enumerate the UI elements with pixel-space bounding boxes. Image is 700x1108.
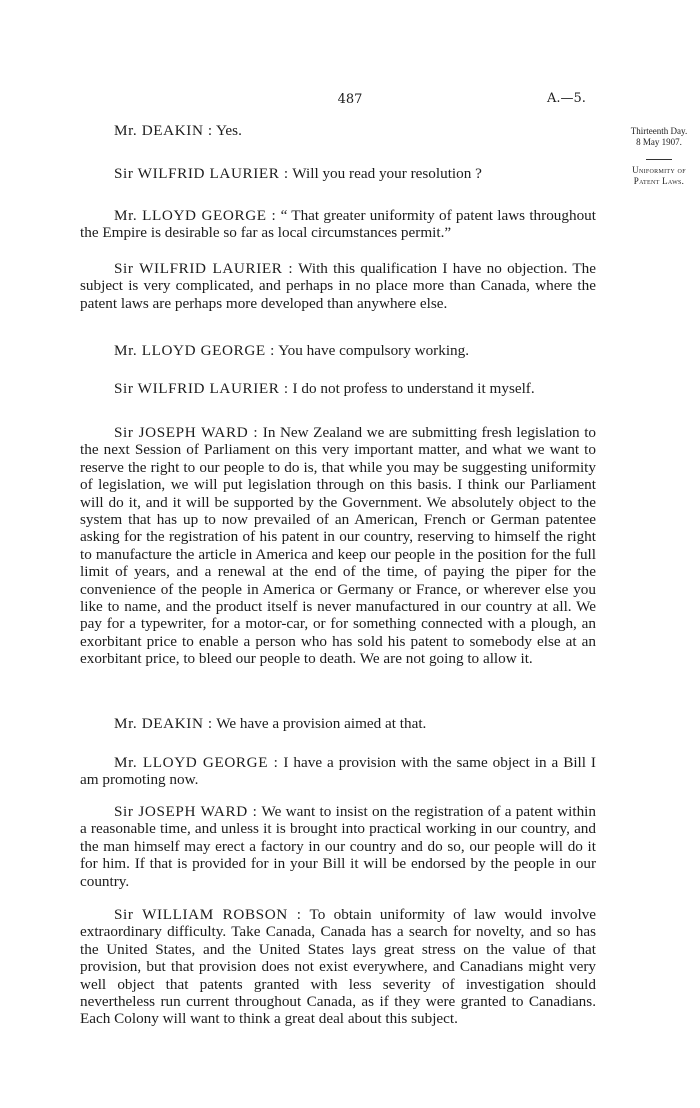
speaker-name: Sir WILFRID LAURIER : [114, 260, 294, 277]
speech-paragraph [80, 260, 596, 312]
speech-paragraph [80, 342, 596, 359]
speaker-name: Mr. LLOYD GEORGE : [114, 342, 275, 359]
margin-divider [646, 159, 672, 160]
speech-paragraph [80, 424, 596, 668]
speech-paragraph [80, 715, 596, 732]
speaker-name: Sir JOSEPH WARD : [114, 424, 259, 441]
speech-text: We want to insist on the registration of a patent within a reasonable time, and unless it is brought into practical working in our country, and the man himself may erect a factory in our country and do so, our people will do it for him. If that is provided for in your Bill it will be endorsed by the people in our country. [80, 803, 596, 890]
speaker-name: Mr. LLOYD GEORGE : [114, 754, 279, 771]
speech-paragraph [80, 380, 596, 397]
speech-text: Yes. [212, 122, 242, 139]
speech-text: You have compulsory working. [274, 342, 470, 359]
speech-paragraph [80, 906, 596, 1028]
margin-date-line-1: Thirteenth Day. [630, 126, 688, 136]
speech-text: In New Zealand we are submitting fresh legislation to the next Session of Parliament on this very important matter, and what we want to reserve the right to our people to do is, that while you may be suggesting uniformity of legislation, we will put legislation through on this basis. I think our Parliament will do it, and it will be supported by the Government. We absolutely object to the system that has up to now prevailed of an American, French or German patentee asking for the registration of his patent in our country, reserving to himself the right to manufacture the article in America and keep our people in the position for the full limit of years, and a renewal at the end of the time, of paying the piper for the convenience of the people in America or Germany or France, or wherever else you like to name, and the product itself is never manufactured in our country at all. We pay for a typewriter, for a motor-car, or for something connected with a plough, an exorbitant price to enable a person who has sold his patent to somebody else at an exorbitant price, to bleed our people to death. We are not going to allow it. [80, 424, 597, 668]
margin-topic-line-1: Uniformity of [632, 165, 686, 175]
speaker-name: Sir WILFRID LAURIER : [114, 165, 289, 182]
margin-date-note [620, 126, 698, 148]
document-reference: A.—5. [547, 91, 586, 106]
speech-paragraph [80, 754, 596, 789]
speaker-name: Sir WILFRID LAURIER : [114, 380, 289, 397]
speaker-name: Mr. DEAKIN : [114, 122, 213, 139]
speech-paragraph [80, 122, 596, 139]
speech-text: We have a provision aimed at that. [212, 715, 427, 732]
margin-topic-note [620, 165, 698, 187]
speaker-name: Sir WILLIAM ROBSON : [114, 906, 302, 923]
page-number: 487 [337, 92, 363, 107]
speaker-name: Mr. LLOYD GEORGE : [114, 207, 277, 224]
speaker-name: Sir JOSEPH WARD : [114, 803, 258, 820]
speech-text: I have a provision with the same object in a Bill I am promoting now. [80, 754, 596, 789]
speech-text: Will you read your resolution ? [288, 165, 482, 182]
speech-text: “ That greater uniformity of patent laws throughout the Empire is desirable so far as local circumstances permit.” [80, 207, 596, 242]
speech-text: To obtain uniformity of law would involve extraordinary difficulty. Take Canada, Canada has a search for novelty, and so has the United States, and the United States lays great stress on the value of that provision, but that provision does not exist everywhere, and Canadians might very well object that patents granted with less severity of investigation should nevertheless run current throughout Canada, as if they were granted to Canadians. Each Colony will want to think a great deal about this subject. [80, 906, 596, 1028]
speaker-name: Mr. DEAKIN : [114, 715, 213, 732]
speech-paragraph [80, 803, 596, 890]
speech-paragraph [80, 207, 596, 242]
speech-text: With this qualification I have no objection. The subject is very complicated, and perhaps in no place more than Canada, where the patent laws are perhaps more developed than anywhere else. [80, 260, 596, 312]
speech-paragraph [80, 165, 596, 182]
margin-topic-line-2: Patent Laws. [633, 176, 685, 186]
speech-text: I do not profess to understand it myself. [288, 380, 535, 397]
margin-date-line-2: 8 May 1907. [636, 137, 682, 147]
